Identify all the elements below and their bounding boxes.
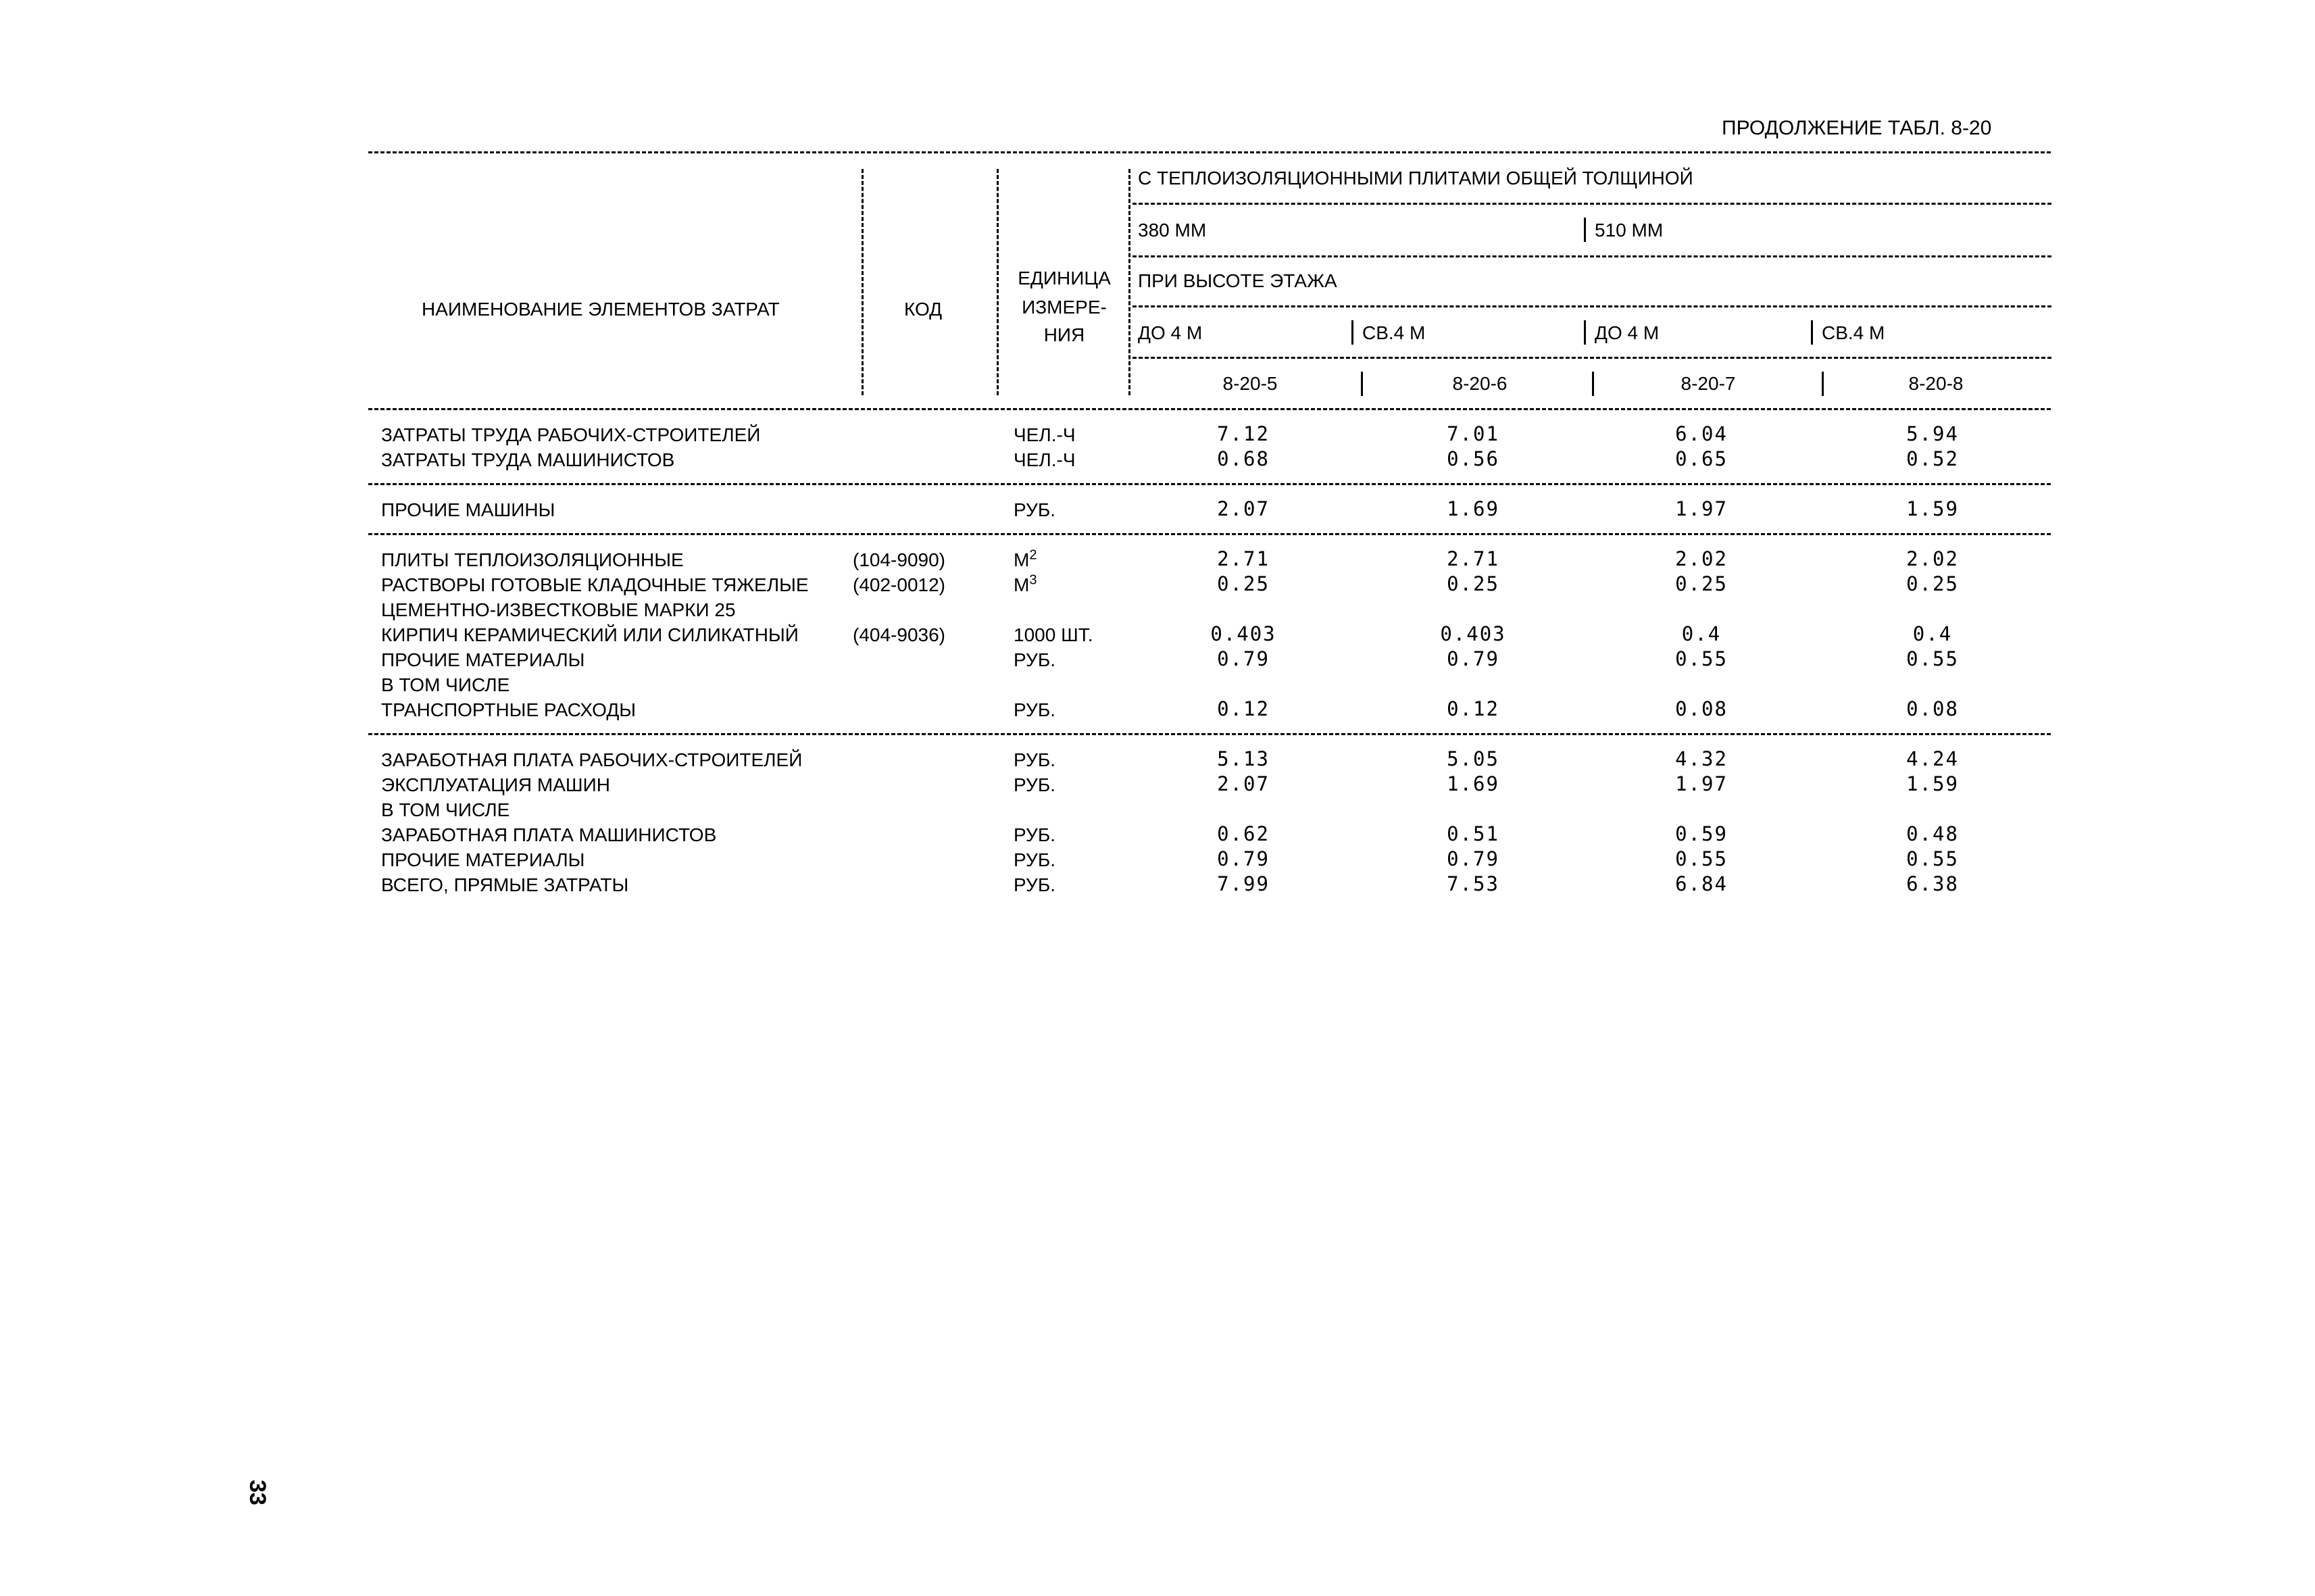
row-value: 0.65	[1675, 447, 1728, 470]
row-unit: РУБ.	[1014, 499, 1056, 520]
row-value: 0.25	[1906, 572, 1959, 595]
header-bottom-rule	[368, 408, 2051, 410]
row-name: ПЛИТЫ ТЕПЛОИЗОЛЯЦИОННЫЕ	[381, 549, 684, 570]
row-value: 0.55	[1906, 847, 1959, 870]
row-unit: РУБ.	[1014, 874, 1056, 895]
row-value: 0.4	[1681, 622, 1722, 645]
row-value: 0.79	[1217, 647, 1270, 670]
section-rule	[368, 733, 2051, 735]
row-value: 0.08	[1906, 697, 1959, 720]
row-value: 7.12	[1217, 422, 1270, 445]
header-thickness-380: 380 ММ	[1138, 220, 1207, 241]
row-value: 2.07	[1217, 772, 1270, 795]
row-value: 0.12	[1447, 697, 1499, 720]
header-code-sep-2	[1592, 372, 1594, 396]
section-rule	[368, 533, 2051, 535]
row-value: 1.97	[1675, 772, 1728, 795]
row-unit: РУБ.	[1014, 774, 1056, 795]
header-unit-line3: НИЯ	[1043, 324, 1085, 345]
row-value: 0.25	[1447, 572, 1499, 595]
row-name: ЗАТРАТЫ ТРУДА МАШИНИСТОВ	[381, 449, 675, 470]
row-name: ЗАРАБОТНАЯ ПЛАТА РАБОЧИХ-СТРОИТЕЛЕЙ	[381, 749, 803, 770]
row-unit-cell	[1014, 876, 1055, 895]
row-unit-cell	[1014, 547, 1037, 570]
row-value: 0.56	[1447, 447, 1499, 470]
row-name: ТРАНСПОРТНЫЕ РАСХОДЫ	[381, 699, 637, 720]
row-value: 0.52	[1906, 447, 1959, 470]
row-unit-exponent: 2	[1029, 547, 1037, 563]
row-unit: 1000 ШТ.	[1014, 624, 1093, 645]
header-height-sep-3	[1811, 320, 1813, 345]
row-value: 0.12	[1217, 697, 1270, 720]
row-unit-cell	[1014, 451, 1075, 470]
row-value: 2.07	[1217, 497, 1270, 520]
row-unit: М	[1014, 549, 1030, 570]
row-name: ВСЕГО, ПРЯМЫЕ ЗАТРАТЫ	[381, 874, 629, 895]
row-value: 2.71	[1447, 547, 1499, 570]
row-value: 6.04	[1675, 422, 1728, 445]
row-unit: ЧЕЛ.-Ч	[1014, 424, 1076, 445]
row-name: ЗАТРАТЫ ТРУДА РАБОЧИХ-СТРОИТЕЛЕЙ	[381, 424, 761, 445]
row-value: 6.38	[1906, 872, 1959, 895]
row-unit-cell	[1014, 572, 1037, 595]
row-value: 0.48	[1906, 822, 1959, 845]
row-value: 0.51	[1447, 822, 1499, 845]
row-value: 2.02	[1906, 547, 1959, 570]
row-name: В ТОМ ЧИСЛЕ	[381, 799, 510, 820]
row-unit: М	[1014, 574, 1030, 595]
row-unit: РУБ.	[1014, 649, 1056, 670]
row-value: 1.69	[1447, 497, 1499, 520]
row-value: 0.403	[1210, 622, 1276, 645]
header-sep-name	[862, 169, 864, 395]
row-resource-code: (402-0012)	[853, 574, 945, 595]
row-value: 0.79	[1447, 647, 1499, 670]
row-value: 1.59	[1906, 497, 1959, 520]
row-value: 4.24	[1906, 747, 1959, 770]
row-name: В ТОМ ЧИСЛЕ	[381, 674, 510, 695]
row-value: 0.55	[1675, 647, 1728, 670]
row-value: 7.01	[1447, 422, 1499, 445]
row-value: 1.59	[1906, 772, 1959, 795]
header-code-sep-1	[1361, 372, 1363, 396]
row-name: ПРОЧИЕ МАТЕРИАЛЫ	[381, 849, 585, 870]
header-height-3: ДО 4 М	[1595, 322, 1660, 343]
row-name: ЭКСПЛУАТАЦИЯ МАШИН	[381, 774, 610, 795]
row-value: 7.99	[1217, 872, 1270, 895]
row-unit-cell	[1014, 826, 1055, 845]
row-value: 5.94	[1906, 422, 1959, 445]
header-unit-line2: ИЗМЕРЕ-	[1022, 297, 1107, 318]
row-value: 0.59	[1675, 822, 1728, 845]
row-value: 4.32	[1675, 747, 1728, 770]
row-name: РАСТВОРЫ ГОТОВЫЕ КЛАДОЧНЫЕ ТЯЖЕЛЫЕ	[381, 574, 809, 595]
row-unit-cell	[1014, 626, 1093, 645]
row-unit: РУБ.	[1014, 849, 1056, 870]
header-height-sep-1	[1351, 320, 1353, 345]
row-unit: ЧЕЛ.-Ч	[1014, 449, 1076, 470]
row-value: 5.05	[1447, 747, 1499, 770]
row-unit: РУБ.	[1014, 749, 1056, 770]
header-rule-3	[1132, 305, 2051, 307]
header-height-1: ДО 4 М	[1138, 322, 1203, 343]
header-thickness-510: 510 ММ	[1595, 220, 1664, 241]
row-name: ПРОЧИЕ МАШИНЫ	[381, 499, 555, 520]
row-value: 0.403	[1440, 622, 1506, 645]
row-name: ПРОЧИЕ МАТЕРИАЛЫ	[381, 649, 585, 670]
row-unit-cell	[1014, 776, 1055, 795]
header-rule-1	[1132, 203, 2051, 205]
header-unit-line1: ЕДИНИЦА	[1018, 268, 1111, 289]
header-sep-unit	[1128, 169, 1130, 395]
row-value: 0.25	[1217, 572, 1270, 595]
row-unit-cell	[1014, 851, 1055, 870]
header-sep-code	[997, 169, 999, 395]
header-code-sep-3	[1822, 372, 1824, 396]
row-unit: РУБ.	[1014, 699, 1056, 720]
table-top-rule	[368, 151, 2051, 153]
row-value: 0.79	[1217, 847, 1270, 870]
row-value: 2.71	[1217, 547, 1270, 570]
header-code-8-20-7: 8-20-7	[1681, 373, 1736, 394]
continuation-label: ПРОДОЛЖЕНИЕ ТАБЛ. 8-20	[1722, 117, 1992, 139]
header-height-2: СВ.4 М	[1362, 322, 1426, 343]
row-name: ЗАРАБОТНАЯ ПЛАТА МАШИНИСТОВ	[381, 824, 717, 845]
page-number: 33	[245, 1480, 270, 1505]
row-resource-code: (404-9036)	[853, 624, 945, 645]
row-unit-cell	[1014, 501, 1055, 520]
row-value: 0.4	[1912, 622, 1953, 645]
header-rule-2	[1132, 255, 2051, 257]
header-thickness-sep	[1584, 218, 1586, 242]
row-unit-cell	[1014, 701, 1055, 720]
row-name: ЦЕМЕНТНО-ИЗВЕСТКОВЫЕ МАРКИ 25	[381, 599, 736, 620]
row-value: 0.55	[1906, 647, 1959, 670]
row-value: 0.25	[1675, 572, 1728, 595]
row-name: КИРПИЧ КЕРАМИЧЕСКИЙ ИЛИ СИЛИКАТНЫЙ	[381, 624, 799, 645]
row-value: 1.69	[1447, 772, 1499, 795]
header-code-8-20-8: 8-20-8	[1908, 373, 1964, 394]
row-unit-cell	[1014, 426, 1075, 445]
row-unit: РУБ.	[1014, 824, 1056, 845]
header-code-8-20-5: 8-20-5	[1222, 373, 1278, 394]
header-height-title: ПРИ ВЫСОТЕ ЭТАЖА	[1138, 270, 1337, 291]
row-value: 0.55	[1675, 847, 1728, 870]
header-rule-4	[1132, 357, 2051, 359]
row-unit-exponent: 3	[1029, 572, 1037, 588]
section-rule	[368, 483, 2051, 485]
header-height-4: СВ.4 М	[1822, 322, 1885, 343]
row-value: 0.68	[1217, 447, 1270, 470]
row-value: 7.53	[1447, 872, 1499, 895]
row-value: 2.02	[1675, 547, 1728, 570]
row-value: 1.97	[1675, 497, 1728, 520]
header-code-col: КОД	[904, 299, 943, 320]
header-code-8-20-6: 8-20-6	[1452, 373, 1508, 394]
header-group-title: С ТЕПЛОИЗОЛЯЦИОННЫМИ ПЛИТАМИ ОБЩЕЙ ТОЛЩИНОЙ	[1138, 168, 1693, 189]
row-resource-code: (104-9090)	[853, 549, 945, 570]
row-value: 5.13	[1217, 747, 1270, 770]
header-height-sep-2	[1584, 320, 1586, 345]
row-value: 0.79	[1447, 847, 1499, 870]
row-value: 0.62	[1217, 822, 1270, 845]
row-unit-cell	[1014, 751, 1055, 770]
row-unit-cell	[1014, 651, 1055, 670]
row-value: 0.08	[1675, 697, 1728, 720]
row-value: 6.84	[1675, 872, 1728, 895]
header-name-col: НАИМЕНОВАНИЕ ЭЛЕМЕНТОВ ЗАТРАТ	[422, 299, 780, 320]
